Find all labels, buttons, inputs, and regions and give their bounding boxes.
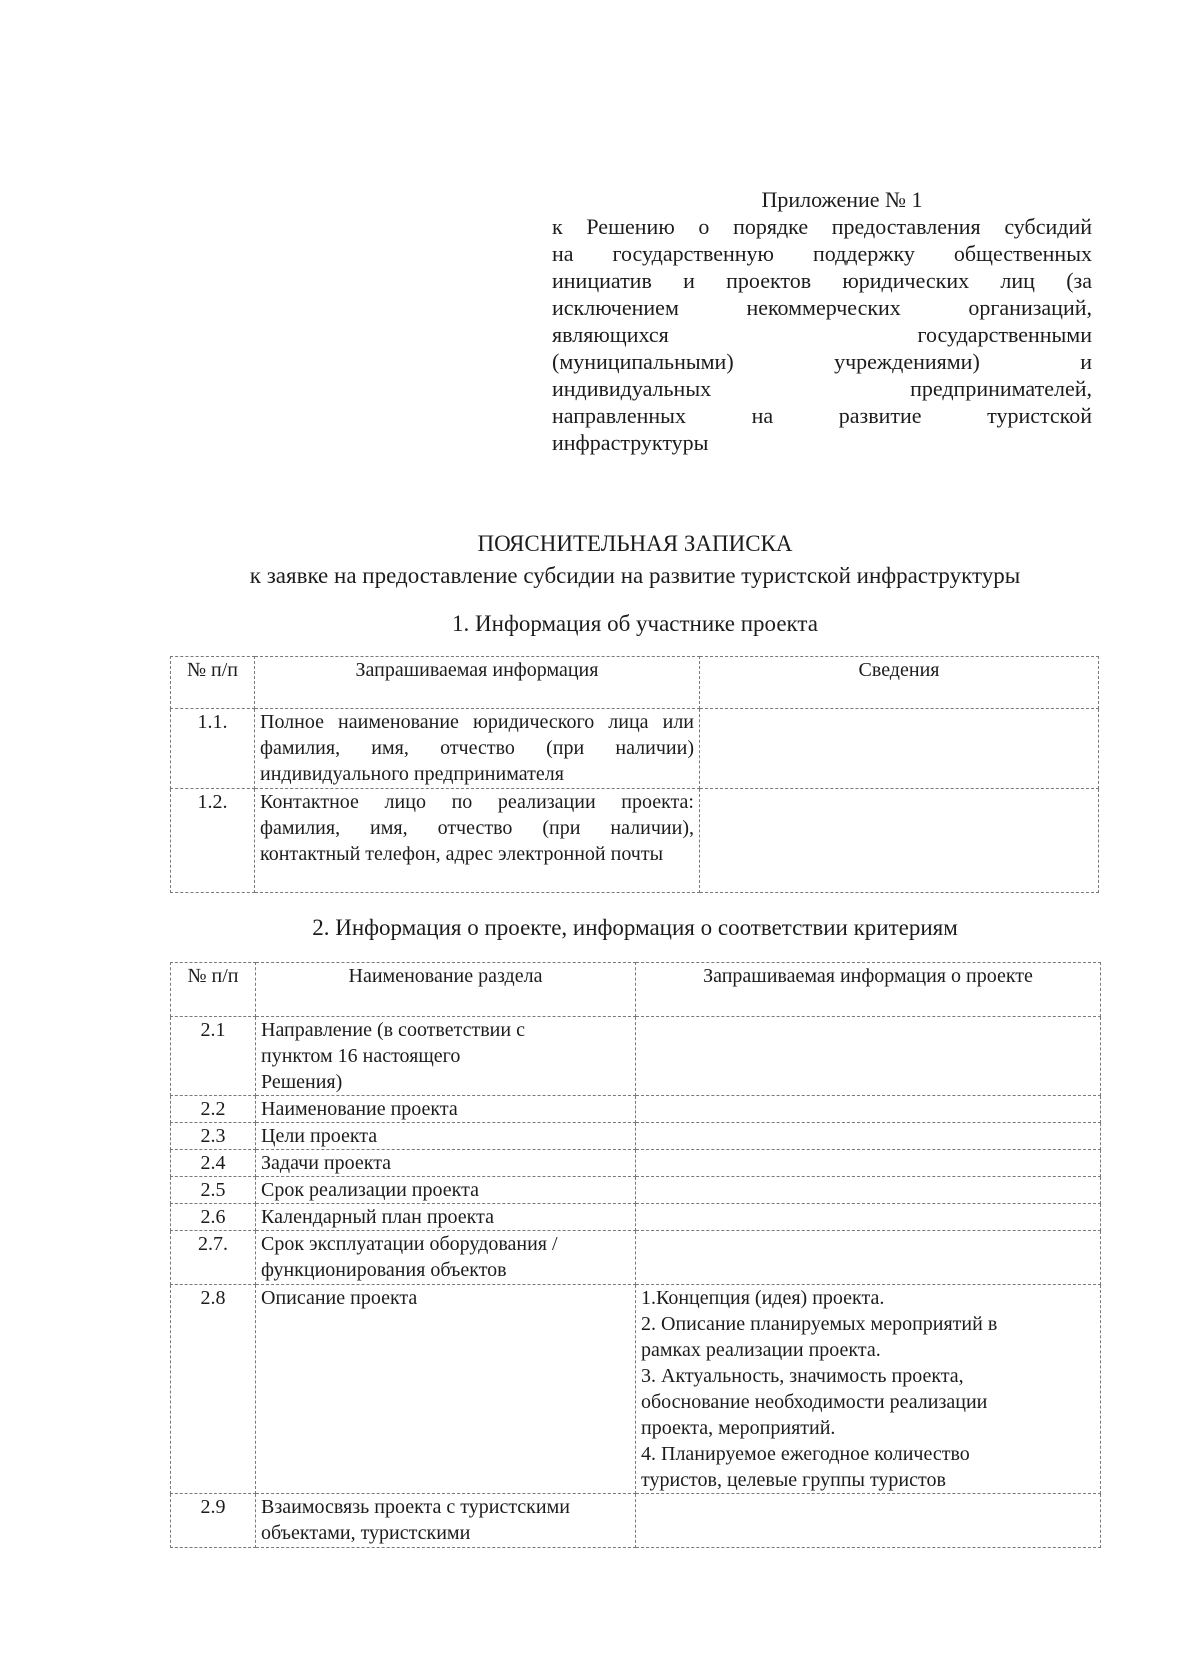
- row-name: Взаимосвязь проекта с туристскими объектами, туристскими: [256, 1494, 636, 1548]
- note-subtitle: к заявке на предоставление субсидии на развитие туристской инфраструктуры: [249, 563, 1021, 588]
- row-name: Описание проекта: [256, 1285, 636, 1494]
- table-row: [171, 1494, 1101, 1548]
- table-row: [171, 1177, 1101, 1204]
- row-info: Контактное лицо по реализации проекта: фамилия, имя, отчество (при наличии), контактный телефон, адрес электронной почты: [255, 789, 700, 893]
- table-row: [171, 1096, 1101, 1123]
- row-name: Срок эксплуатации оборудования /функционирования объектов: [256, 1231, 636, 1285]
- row-info-cell: [636, 1096, 1101, 1123]
- row-info-cell: [636, 1017, 1101, 1096]
- description-item: 4. Планируемое ежегодное количество туристов, целевые группы туристов: [641, 1443, 970, 1491]
- project-description-cell: [636, 1285, 1101, 1494]
- row-num: 2.8: [171, 1285, 256, 1494]
- row-info-cell: [636, 1204, 1101, 1231]
- header-num: № п/п: [171, 657, 255, 709]
- appendix-title: Приложение № 1: [761, 187, 923, 212]
- table-row: [171, 1150, 1101, 1177]
- row-num: 1.1.: [171, 709, 255, 789]
- description-item: 3. Актуальность, значимость проекта, обоснование необходимости реализации проекта, мероприятий.: [641, 1365, 988, 1439]
- header-data: Сведения: [700, 657, 1099, 709]
- row-info-cell: [636, 1123, 1101, 1150]
- row-info-cell: [636, 1150, 1101, 1177]
- row-data-cell: [700, 789, 1099, 893]
- project-info-table: [170, 962, 1101, 1548]
- row-num: 2.1: [171, 1017, 256, 1096]
- row-info: Полное наименование юридического лица или фамилия, имя, отчество (при наличии) индивидуального предпринимателя: [255, 709, 700, 789]
- row-info-cell: [636, 1494, 1101, 1548]
- row-num: 2.2: [171, 1096, 256, 1123]
- header-info: Запрашиваемая информация: [255, 657, 700, 709]
- appendix-line: к Решению о порядке предоставления субсидий: [552, 214, 1092, 239]
- row-name: Направление (в соответствии с пунктом 16 настоящего Решения): [256, 1017, 636, 1096]
- table-header-row: [171, 657, 1099, 709]
- appendix-line: инфраструктуры: [552, 430, 709, 455]
- row-name: Календарный план проекта: [256, 1204, 636, 1231]
- header-num: № п/п: [171, 963, 256, 1017]
- appendix-line: являющихся государственными: [552, 322, 1092, 347]
- table-row: [171, 1123, 1101, 1150]
- section2-title: 2. Информация о проекте, информация о соответствии критериям: [312, 915, 958, 940]
- row-name: Срок реализации проекта: [256, 1177, 636, 1204]
- row-data-cell: [700, 709, 1099, 789]
- header-info: Запрашиваемая информация о проекте: [636, 963, 1101, 1017]
- row-num: 1.2.: [171, 789, 255, 893]
- table-row: [171, 1285, 1101, 1494]
- row-num: 2.7.: [171, 1231, 256, 1285]
- appendix-block: [552, 186, 1092, 456]
- row-info-cell: [636, 1177, 1101, 1204]
- description-item: 1.Концепция (идея) проекта.: [641, 1287, 885, 1309]
- appendix-line: (муниципальными) учреждениями) и: [552, 349, 1092, 374]
- table-row: [171, 789, 1099, 893]
- row-info-cell: [636, 1231, 1101, 1285]
- row-name: Цели проекта: [256, 1123, 636, 1150]
- row-num: 2.4: [171, 1150, 256, 1177]
- description-item: 2. Описание планируемых мероприятий в рамках реализации проекта.: [641, 1313, 998, 1361]
- row-num: 2.3: [171, 1123, 256, 1150]
- participant-info-table: [170, 656, 1099, 893]
- row-name: Задачи проекта: [256, 1150, 636, 1177]
- appendix-line: направленных на развитие туристской: [552, 403, 1092, 428]
- table-row: [171, 709, 1099, 789]
- table-header-row: [171, 963, 1101, 1017]
- appendix-line: на государственную поддержку общественных: [552, 241, 1092, 266]
- row-name: Наименование проекта: [256, 1096, 636, 1123]
- row-num: 2.9: [171, 1494, 256, 1548]
- appendix-line: индивидуальных предпринимателей,: [552, 376, 1092, 401]
- table-row: [171, 1017, 1101, 1096]
- appendix-line: исключением некоммерческих организаций,: [552, 295, 1092, 320]
- row-num: 2.6: [171, 1204, 256, 1231]
- row-num: 2.5: [171, 1177, 256, 1204]
- header-name: Наименование раздела: [256, 963, 636, 1017]
- table-row: [171, 1231, 1101, 1285]
- section1-title: 1. Информация об участнике проекта: [452, 611, 818, 636]
- table-row: [171, 1204, 1101, 1231]
- note-title: ПОЯСНИТЕЛЬНАЯ ЗАПИСКА: [477, 531, 793, 556]
- appendix-line: инициатив и проектов юридических лиц (за: [552, 268, 1092, 293]
